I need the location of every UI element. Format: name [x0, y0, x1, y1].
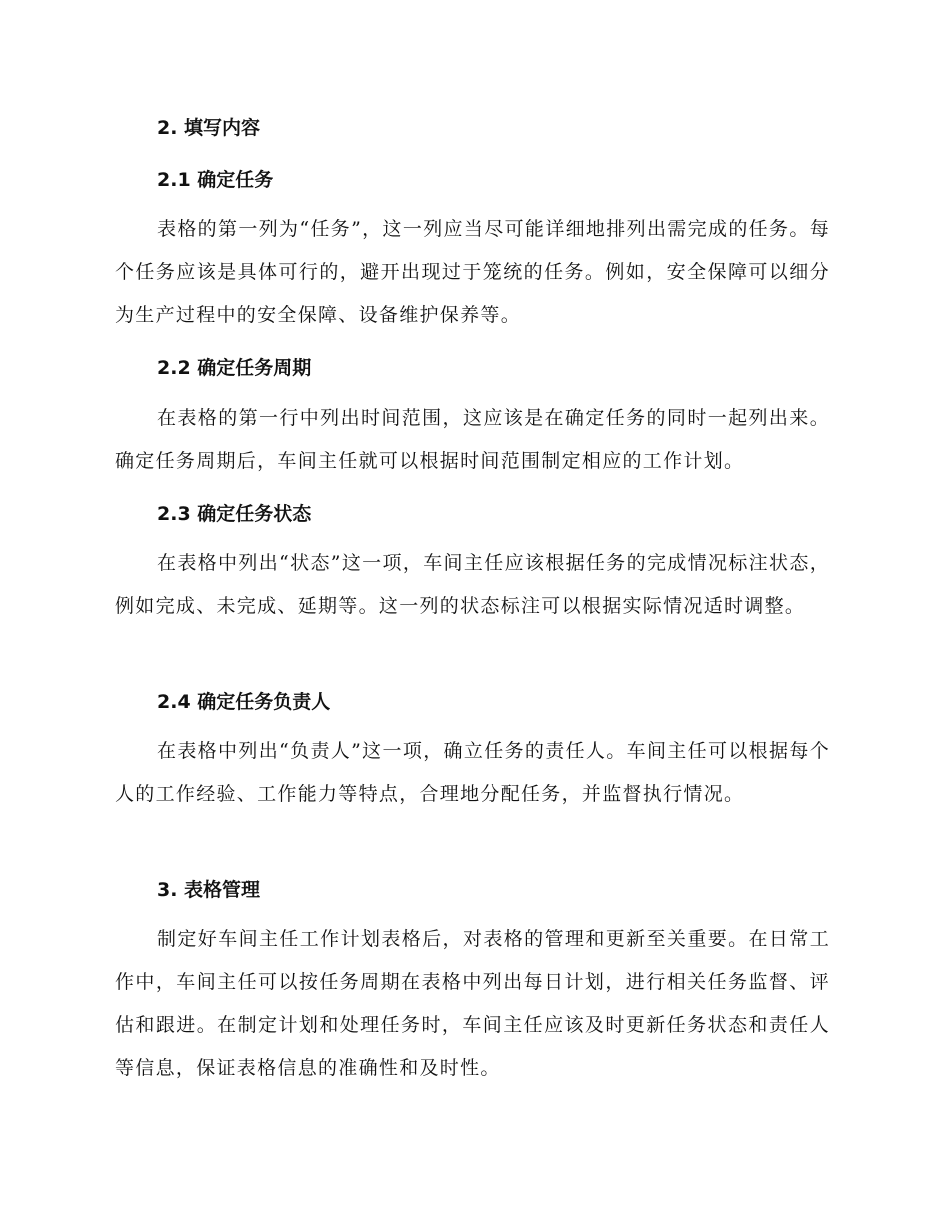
- section-paragraph-2-1: 表格的第一列为“任务”，这一列应当尽可能详细地排列出需完成的任务。每个任务应该是具体可行的，避开出现过于笼统的任务。例如，安全保障可以细分为生产过程中的安全保障、设备维护保养等。: [115, 218, 830, 326]
- section-heading-3: 3. 表格管理: [157, 879, 261, 901]
- section-heading-2-2: 2.2 确定任务周期: [157, 357, 312, 379]
- section-paragraph-2-2: 在表格的第一行中列出时间范围，这应该是在确定任务的同时一起列出来。确定任务周期后，车间主任就可以根据时间范围制定相应的工作计划。: [115, 407, 830, 472]
- section-paragraph-2-4: 在表格中列出“负责人”这一项，确立任务的责任人。车间主任可以根据每个人的工作经验、工作能力等特点，合理地分配任务，并监督执行情况。: [115, 740, 830, 805]
- section-paragraph-3: 制定好车间主任工作计划表格后，对表格的管理和更新至关重要。在日常工作中，车间主任可以按任务周期在表格中列出每日计划，进行相关任务监督、评估和跟进。在制定计划和处理任务时，车间主任应该及时更新任务状态和责任人等信息，保证表格信息的准确性和及时性。: [115, 928, 830, 1079]
- section-heading-2-1: 2.1 确定任务: [157, 169, 274, 191]
- section-heading-2-4: 2.4 确定任务负责人: [157, 691, 331, 713]
- section-heading-2: 2. 填写内容: [157, 117, 261, 139]
- section-paragraph-2-3: 在表格中列出“状态”这一项，车间主任应该根据任务的完成情况标注状态，例如完成、未完成、延期等。这一列的状态标注可以根据实际情况适时调整。: [115, 552, 830, 617]
- section-heading-2-3: 2.3 确定任务状态: [157, 503, 312, 525]
